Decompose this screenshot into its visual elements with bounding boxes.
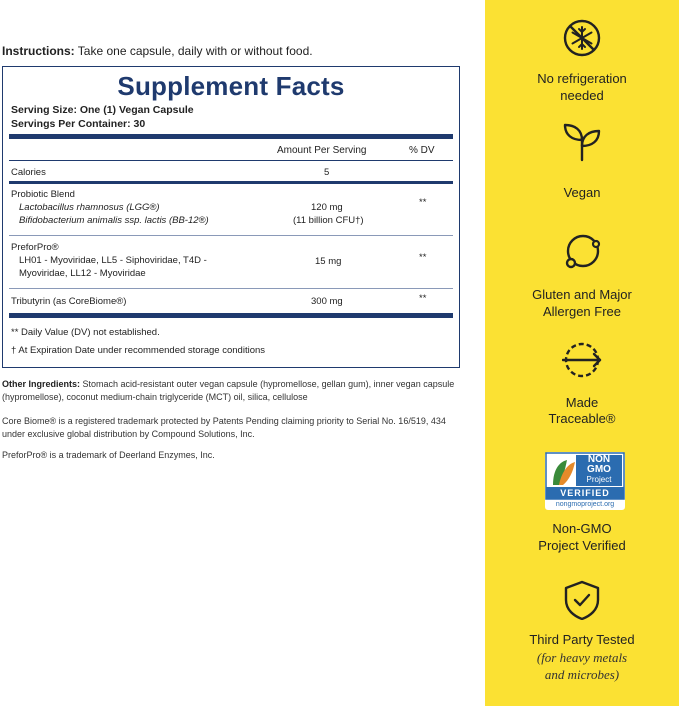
badge-url: nongmoproject.org (555, 501, 615, 508)
supplement-facts-box (2, 66, 460, 368)
feature-label: Third Party Tested (529, 632, 635, 647)
probiotic-dv: ** (419, 197, 427, 208)
probiotic-strain-2: Bifidobacterium animalis ssp. lactis (BB-12®) (19, 215, 209, 226)
circle-nodes-icon (562, 232, 602, 272)
divider (9, 160, 453, 161)
preforpro-line-2: Myoviridae, LL12 - Myoviridae (19, 268, 146, 279)
badge-project: Project (586, 475, 612, 484)
servings-per-container: Servings Per Container: 30 (11, 118, 146, 130)
divider (9, 288, 453, 289)
calories-label: Calories (11, 167, 46, 178)
divider-medium (9, 181, 453, 184)
feature-label: Traceable® (548, 411, 616, 426)
divider-thick (9, 134, 453, 139)
other-ingredients-label: Other Ingredients: (2, 379, 81, 389)
trace-arrow-icon (562, 340, 602, 380)
probiotic-strain-1: Lactobacillus rhamnosus (LGG®) (19, 202, 160, 213)
probiotic-amount: 120 mg (311, 202, 343, 213)
other-ingredients-text: Stomach acid-resistant outer vegan capsule (hypromellose, gellan gum), inner vegan capsule (hypromellose), coconut medium-chain triglyceride (MCT) oil, silica, cellulose (2, 379, 455, 402)
supplement-facts-title: Supplement Facts (117, 71, 345, 101)
preforpro-amount: 15 mg (315, 256, 342, 267)
tributyrin-amount: 300 mg (311, 296, 343, 307)
sprout-icon (562, 122, 602, 162)
col-amount-header: Amount Per Serving (277, 145, 367, 156)
tributyrin-label: Tributyrin (as CoreBiome®) (11, 296, 127, 307)
probiotic-cfu: (11 billion CFU†) (293, 215, 364, 226)
preforpro-dv: ** (419, 252, 427, 263)
feature-label: Non-GMO (552, 521, 612, 536)
no-snowflake-icon (562, 18, 602, 58)
instructions (2, 44, 313, 58)
badge-gmo: GMO (587, 464, 611, 475)
shield-check-icon (562, 580, 602, 620)
col-dv-header: % DV (409, 145, 435, 156)
instructions-text: Take one capsule, daily with or without food. (74, 44, 313, 58)
footnote-dv: ** Daily Value (DV) not established. (11, 327, 160, 338)
tributyrin-dv: ** (419, 293, 427, 304)
serving-size: Serving Size: One (1) Vegan Capsule (11, 104, 194, 116)
badge-non: NON (587, 454, 611, 465)
instructions-label: Instructions: (2, 44, 75, 58)
feature-sublabel: and microbes) (544, 667, 620, 682)
feature-label: Project Verified (538, 538, 626, 553)
feature-label: Vegan (563, 185, 601, 200)
other-ingredients (2, 378, 457, 404)
badge-verified: VERIFIED (560, 488, 610, 498)
corebiome-trademark: Core Biome® is a registered trademark protected by Patents Pending claiming priority to Serial No. 16/519, 434 under exclusive global distribution by Compound Solutions, Inc. (2, 416, 446, 439)
preforpro-line-1: LH01 - Myoviridae, LL5 - Siphoviridae, T4D - (19, 255, 207, 266)
preforpro-label: PreforPro® (11, 242, 59, 253)
divider-thick (9, 313, 453, 318)
feature-sublabel: (for heavy metals (536, 650, 628, 665)
features-sidebar (485, 0, 679, 706)
feature-label: No refrigeration (537, 71, 627, 86)
feature-label: needed (560, 88, 604, 103)
non-gmo-badge (545, 452, 625, 510)
footnote-cfu: † At Expiration Date under recommended storage conditions (11, 345, 266, 356)
feature-label: Allergen Free (542, 304, 622, 319)
feature-label: Gluten and Major (532, 287, 632, 302)
feature-label: Made (565, 395, 599, 410)
probiotic-blend-label: Probiotic Blend (11, 189, 75, 200)
calories-amount: 5 (324, 167, 330, 178)
preforpro-trademark: PreforPro® is a trademark of Deerland Enzymes, Inc. (2, 450, 215, 460)
divider (9, 235, 453, 236)
